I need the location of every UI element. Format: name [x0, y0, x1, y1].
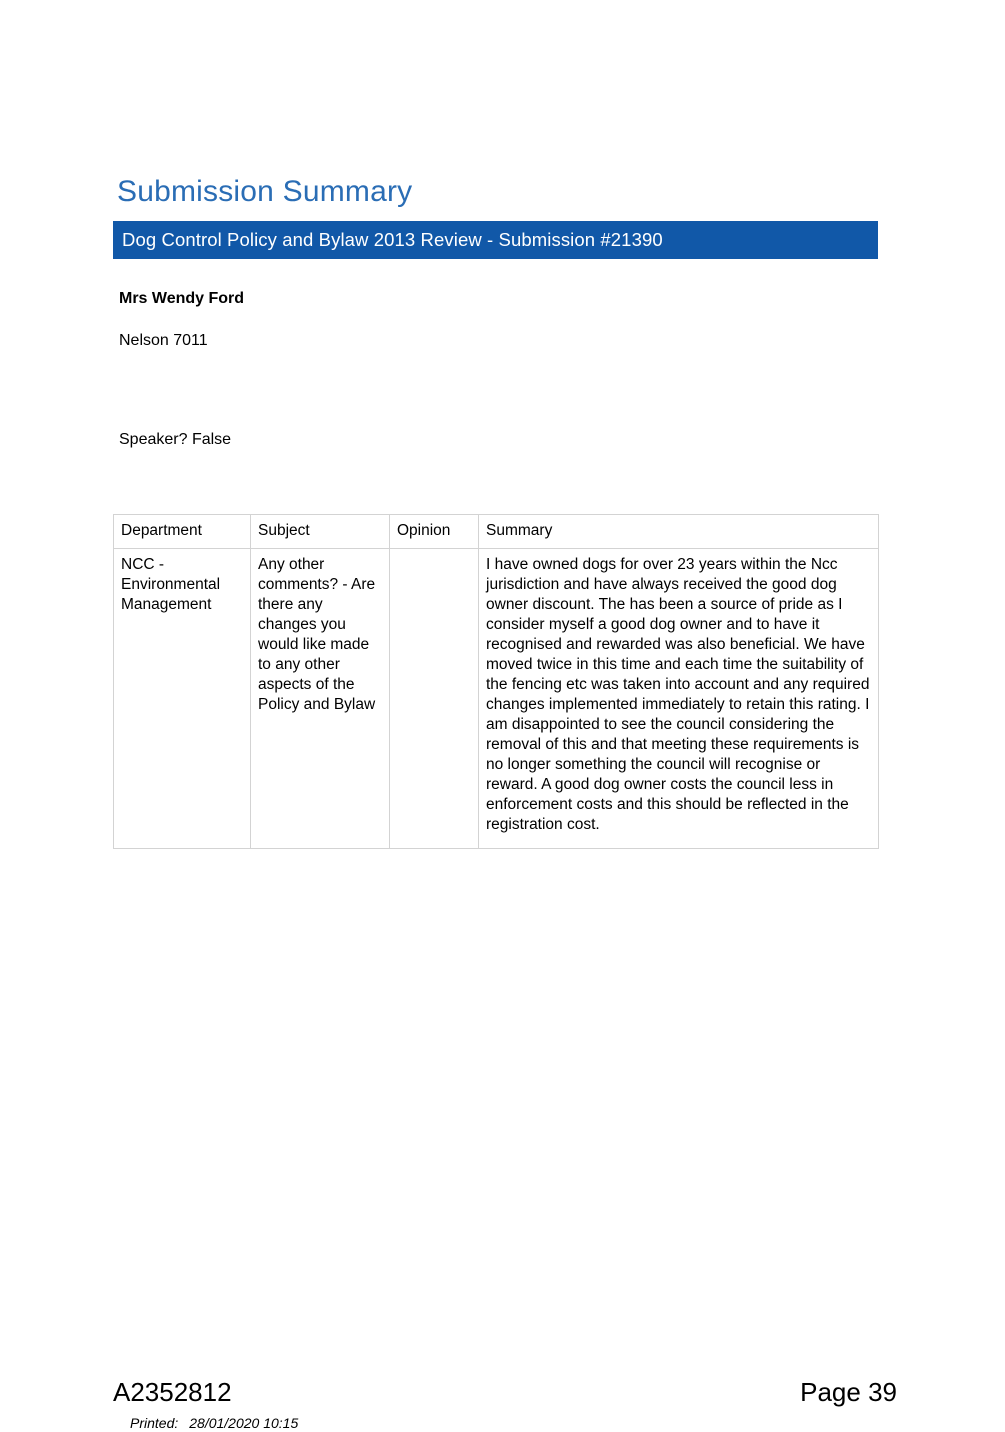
footer-page-number: Page 39	[800, 1377, 897, 1407]
cell-department: NCC - Environmental Management	[114, 549, 251, 849]
cell-subject: Any other comments? - Are there any changes you would like made to any other aspects of the Policy and Bylaw	[251, 549, 390, 849]
footer-printed	[130, 1415, 298, 1431]
cell-opinion	[390, 549, 479, 849]
submitter-location: Nelson 7011	[119, 332, 208, 349]
submission-banner	[113, 221, 878, 259]
submission-banner-title: Dog Control Policy and Bylaw 2013 Review - Submission #21390	[122, 229, 663, 250]
footer-printed-value: 28/01/2020 10:15	[189, 1415, 299, 1431]
column-header-department: Department	[114, 515, 251, 549]
column-header-subject: Subject	[251, 515, 390, 549]
table-header-row	[114, 515, 879, 549]
table-row	[114, 549, 879, 849]
column-header-summary: Summary	[479, 515, 879, 549]
footer-document-id: A2352812	[113, 1377, 232, 1407]
submitter-name: Mrs Wendy Ford	[119, 290, 245, 307]
cell-summary: I have owned dogs for over 23 years within the Ncc jurisdiction and have always received the good dog owner discount. The has been a source of pride as I consider myself a good dog owner and to have it recognised and rewarded was also beneficial. We have moved twice in this time and each time the suitability of the fencing etc was taken into account and any required changes implemented immediately to retain this rating. I am disappointed to see the council considering the removal of this and that meeting these requirements is no longer something the council will recognise or reward. A good dog owner costs the council less in enforcement costs and this should be reflected in the registration cost.	[479, 549, 879, 849]
page-title: Submission Summary	[117, 175, 413, 209]
speaker-status: Speaker? False	[119, 431, 232, 448]
column-header-opinion: Opinion	[390, 515, 479, 549]
submission-table	[113, 514, 879, 849]
footer-printed-label: Printed:	[130, 1415, 179, 1431]
